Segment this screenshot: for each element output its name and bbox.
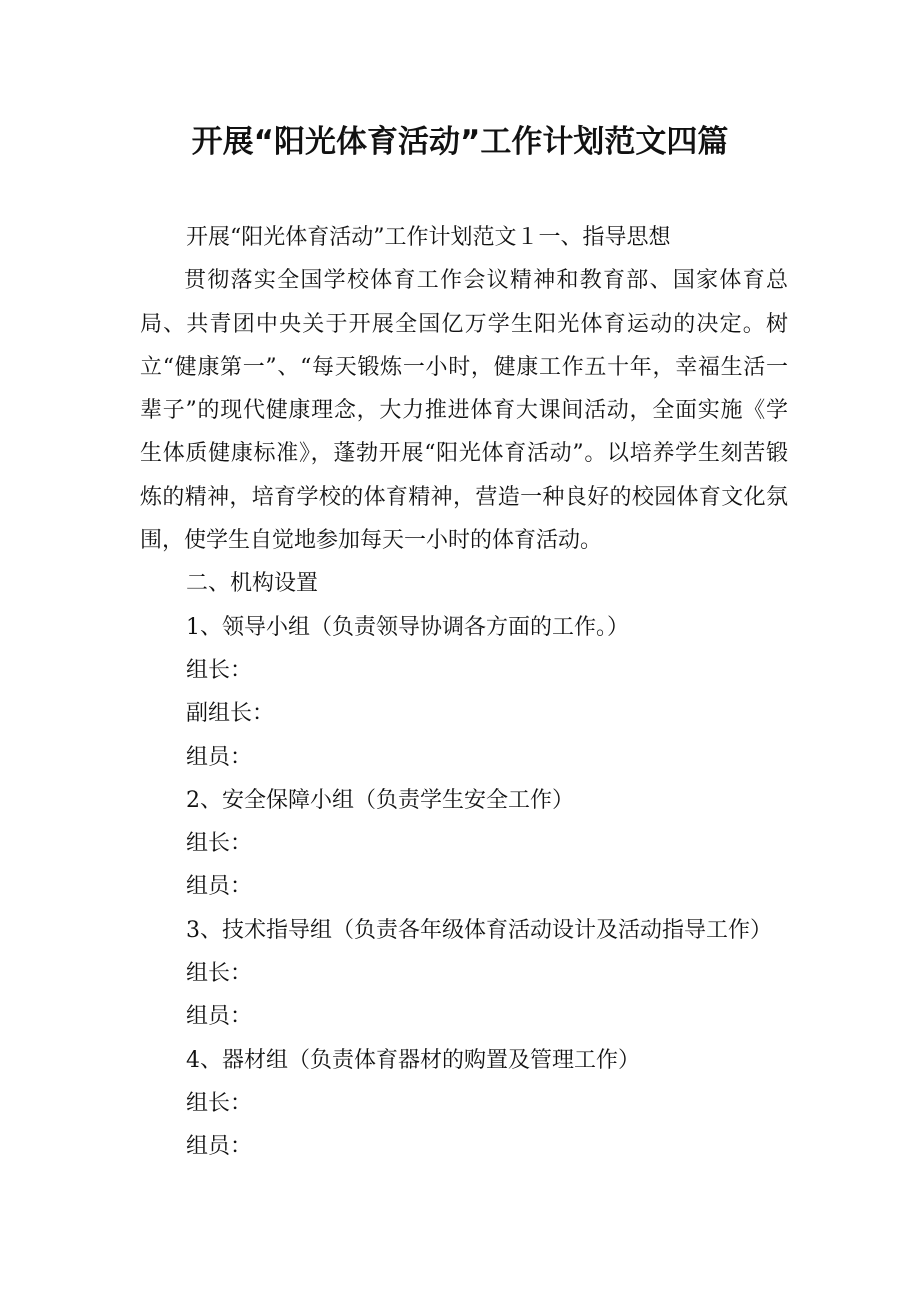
group-heading-safety: 2、安全保障小组（负责学生安全工作） <box>186 787 574 813</box>
role-label-deputy-leader: 副组长： <box>186 701 275 727</box>
intro-line: 开展“阳光体育活动”工作计划范文１一、指导思想 <box>186 225 671 250</box>
role-label-member: 组员： <box>186 874 253 900</box>
document-title: 开展“阳光体育活动”工作计划范文四篇 <box>191 124 729 160</box>
group-heading-leadership: 1、领导小组（负责领导协调各方面的工作。） <box>186 614 629 640</box>
role-label-member: 组员： <box>186 1134 253 1160</box>
role-label-member: 组员： <box>186 1004 253 1030</box>
role-label-leader: 组长： <box>186 831 253 857</box>
section-heading-organization: 二、机构设置 <box>186 571 319 597</box>
role-label-member: 组员： <box>186 744 253 770</box>
group-heading-equipment: 4、器材组（负责体育器材的购置及管理工作） <box>186 1047 640 1073</box>
group-heading-technical: 3、技术指导组（负责各年级体育活动设计及活动指导工作） <box>186 917 772 943</box>
guiding-paragraph: 贯彻落实全国学校体育工作会议精神和教育部、国家体育总局、共青团中央关于开展全国亿万学生阳光体育运动的决定。树立“健康第一”、“每天锻炼一小时，健康工作五十年，幸福生活一辈子”的现代健康理念，大力推进体育大课间活动，全面实施《学生体质健康标准》，蓬勃开展“阳光体育活动”。以培养学生刻苦锻炼的精神，培育学校的体育精神，营造一种良好的校园体育文化氛围，使学生自觉地参加每天一小时的体育活动。 <box>140 268 788 554</box>
role-label-leader: 组长： <box>186 961 253 987</box>
role-label-leader: 组长： <box>186 1090 253 1116</box>
document-body <box>140 216 788 1169</box>
role-label-leader: 组长： <box>186 657 253 683</box>
